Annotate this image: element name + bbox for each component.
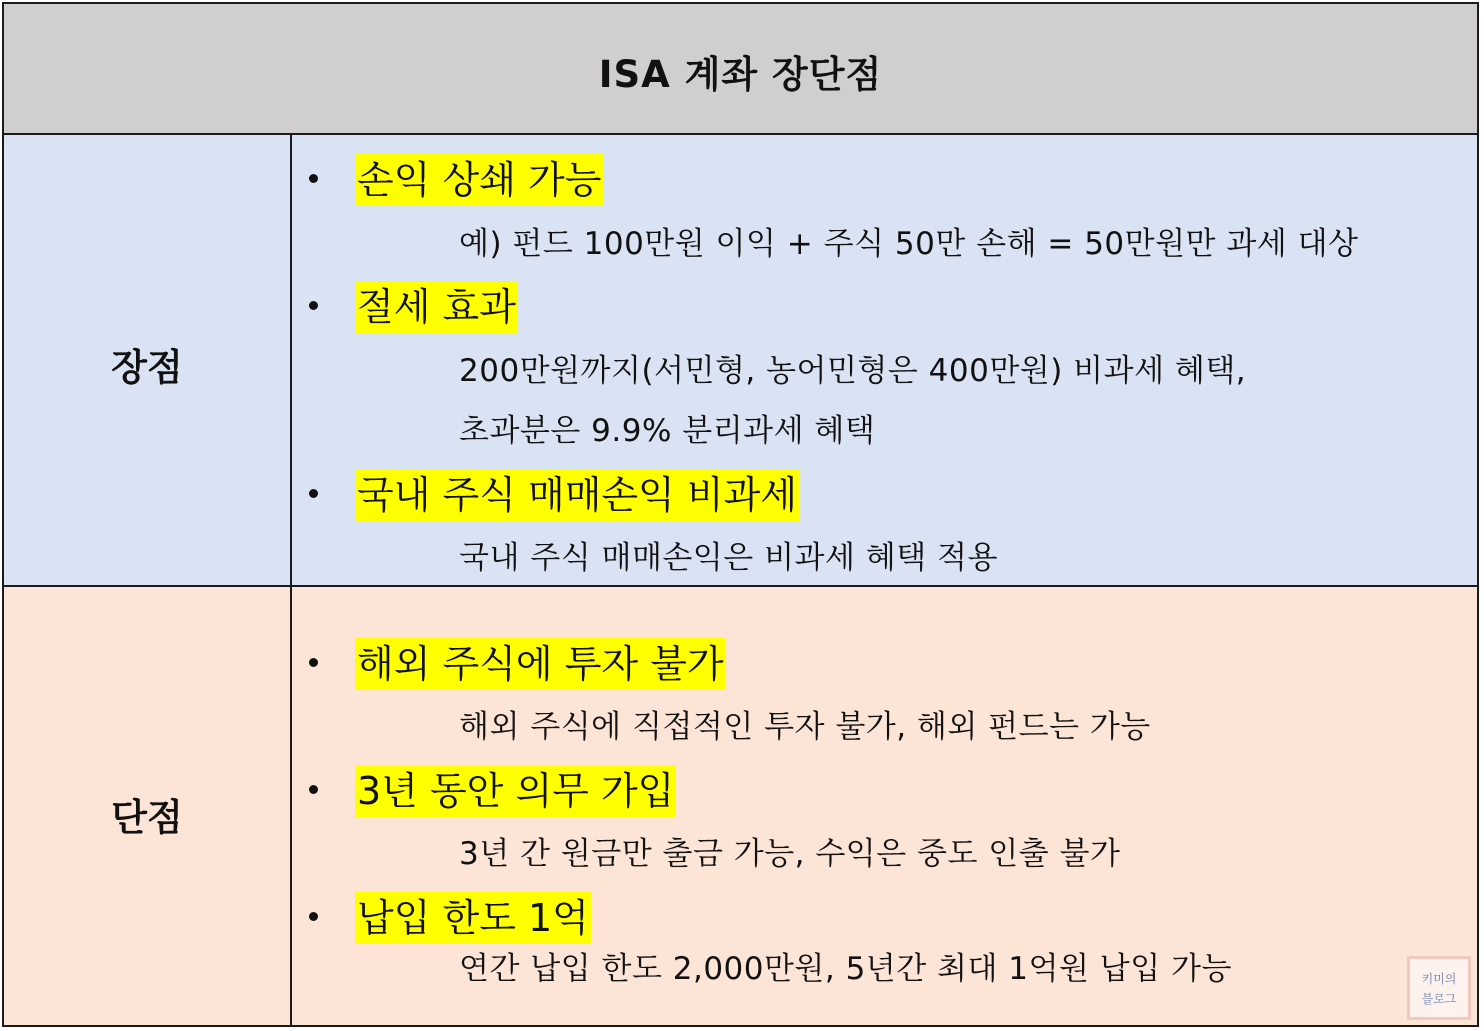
pros-item-detail: 국내 주식 매매손익은 비과세 혜택 적용 — [459, 540, 998, 576]
pros-item-heading: 절세 효과 — [355, 281, 518, 333]
pros-label-cell — [4, 135, 292, 585]
cons-item-heading: 해외 주식에 투자 불가 — [355, 638, 726, 690]
pros-cons-table — [2, 2, 1479, 1027]
cons-item-detail: 해외 주식에 직접적인 투자 불가, 해외 펀드는 가능 — [459, 709, 1151, 745]
bullet-icon — [309, 912, 318, 921]
blog-watermark-logo — [1407, 956, 1471, 1020]
cons-label-cell — [4, 587, 292, 1025]
cons-item-detail: 3년 간 원금만 출금 가능, 수익은 중도 인출 불가 — [459, 836, 1121, 872]
bullet-icon — [309, 174, 318, 183]
pros-item-heading: 손익 상쇄 가능 — [355, 154, 603, 206]
bullet-icon — [309, 785, 318, 794]
bullet-icon — [309, 489, 318, 498]
cons-item-detail: 연간 납입 한도 2,000만원, 5년간 최대 1억원 납입 가능 — [459, 951, 1232, 987]
bullet-icon — [309, 301, 318, 310]
watermark-line-2: 블로그 — [1421, 992, 1457, 1006]
pros-item-detail: 예) 펀드 100만원 이익 + 주식 50만 손해 = 50만원만 과세 대상 — [459, 226, 1359, 262]
table-header-row — [4, 4, 1477, 135]
cons-row — [4, 587, 1477, 1025]
cons-item-heading: 납입 한도 1억 — [355, 892, 591, 944]
pros-label: 장점 — [111, 346, 183, 389]
cons-content-cell — [292, 587, 1477, 1025]
watermark-line-1: 키미의 — [1421, 972, 1457, 986]
pros-row — [4, 135, 1477, 587]
pros-item-heading: 국내 주식 매매손익 비과세 — [355, 469, 799, 521]
cons-label: 단점 — [111, 796, 183, 839]
cons-item-heading: 3년 동안 의무 가입 — [355, 765, 676, 817]
pros-content-cell — [292, 135, 1477, 585]
pros-item-detail: 초과분은 9.9% 분리과세 혜택 — [459, 413, 876, 449]
bullet-icon — [309, 658, 318, 667]
pros-item-detail: 200만원까지(서민형, 농어민형은 400만원) 비과세 혜택, — [459, 353, 1247, 389]
table-title: ISA 계좌 장단점 — [598, 53, 883, 96]
